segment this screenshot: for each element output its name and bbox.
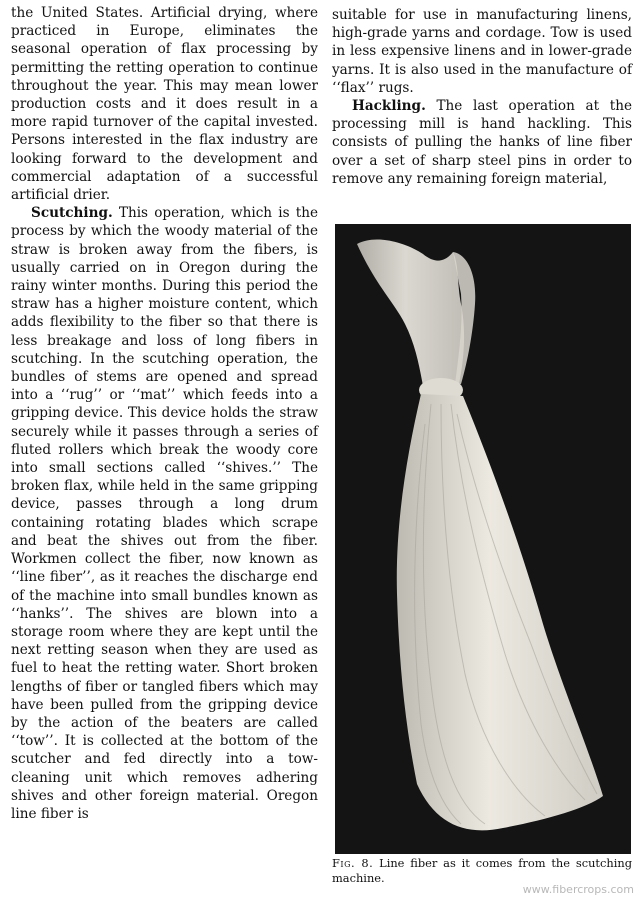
- fiber-hank: [397, 394, 603, 830]
- scutching-paragraph: [11, 204, 318, 823]
- figure-caption: [332, 856, 632, 886]
- line-fiber-photo: [335, 224, 631, 854]
- figure-label: Fig. 8.: [332, 856, 374, 870]
- hackling-text: The last operation at the processing mill is hand hackling. This consists of pulling the hanks of line fiber over a set of sharp steel pins in order to remove any remaining foreign material,: [332, 98, 632, 187]
- right-column: [332, 6, 632, 188]
- line-fiber-illustration: [335, 224, 631, 854]
- hackling-heading: Hackling.: [352, 98, 426, 115]
- intro-paragraph: the United States. Artificial drying, where practiced in Europe, eliminates the seasonal operation of flax processing by permitting the retting operation to continue throughout the year. This may mean lower production costs and it does result in a more rapid turnover of the capital invested. Persons interested in the flax industry are looking forward to the development and commercial adaptation of a successful artificial drier.: [11, 5, 318, 204]
- tow-paragraph: suitable for use in manufacturing linens, high-grade yarns and cordage. Tow is used in less expensive linens and in lower-grade yarns. It is also used in the manufacture of ‘‘flax’’ rugs.: [332, 7, 632, 96]
- scutching-heading: Scutching.: [31, 205, 113, 222]
- fiber-tuft-top: [357, 239, 464, 386]
- figure-caption-text: Line fiber as it comes from the scutching machine.: [332, 856, 632, 885]
- hackling-paragraph: [332, 97, 632, 188]
- left-column: [11, 4, 318, 823]
- watermark: www.fibercrops.com: [522, 883, 634, 896]
- scutching-text: This operation, which is the process by which the woody material of the straw is broken away from the fibers, is usually carried on in Oregon during the rainy winter months. During this period the straw has a higher moisture content, which adds flexibility to the fiber so that there is less breakage and loss of long fibers in scutching. In the scutching operation, the bundles of stems are opened and spread into a ‘‘rug’’ or ‘‘mat’’ which feeds into a gripping device. This device holds the straw securely while it passes through a series of fluted rollers which break the woody core into small sections called ‘‘shives.’’ The broken flax, while held in the same gripping device, passes through a long drum containing rotating blades which scrape and beat the shives out from the fiber. Workmen collect the fiber, now known as ‘‘line fiber’’, as it reaches the discharge end of the machine into small bundles known as ‘‘hanks’’. The shives are blown into a storage room where they are kept until the next retting season when they are used as fuel to heat the retting water. Short broken lengths of fiber or tangled fibers which may have been pulled from the gripping device by the action of the beaters are called ‘‘tow’’. It is collected at the bottom of the scutcher and fed directly into a tow-cleaning unit which removes adhering shives and other foreign material. Oregon line fiber is: [11, 205, 318, 822]
